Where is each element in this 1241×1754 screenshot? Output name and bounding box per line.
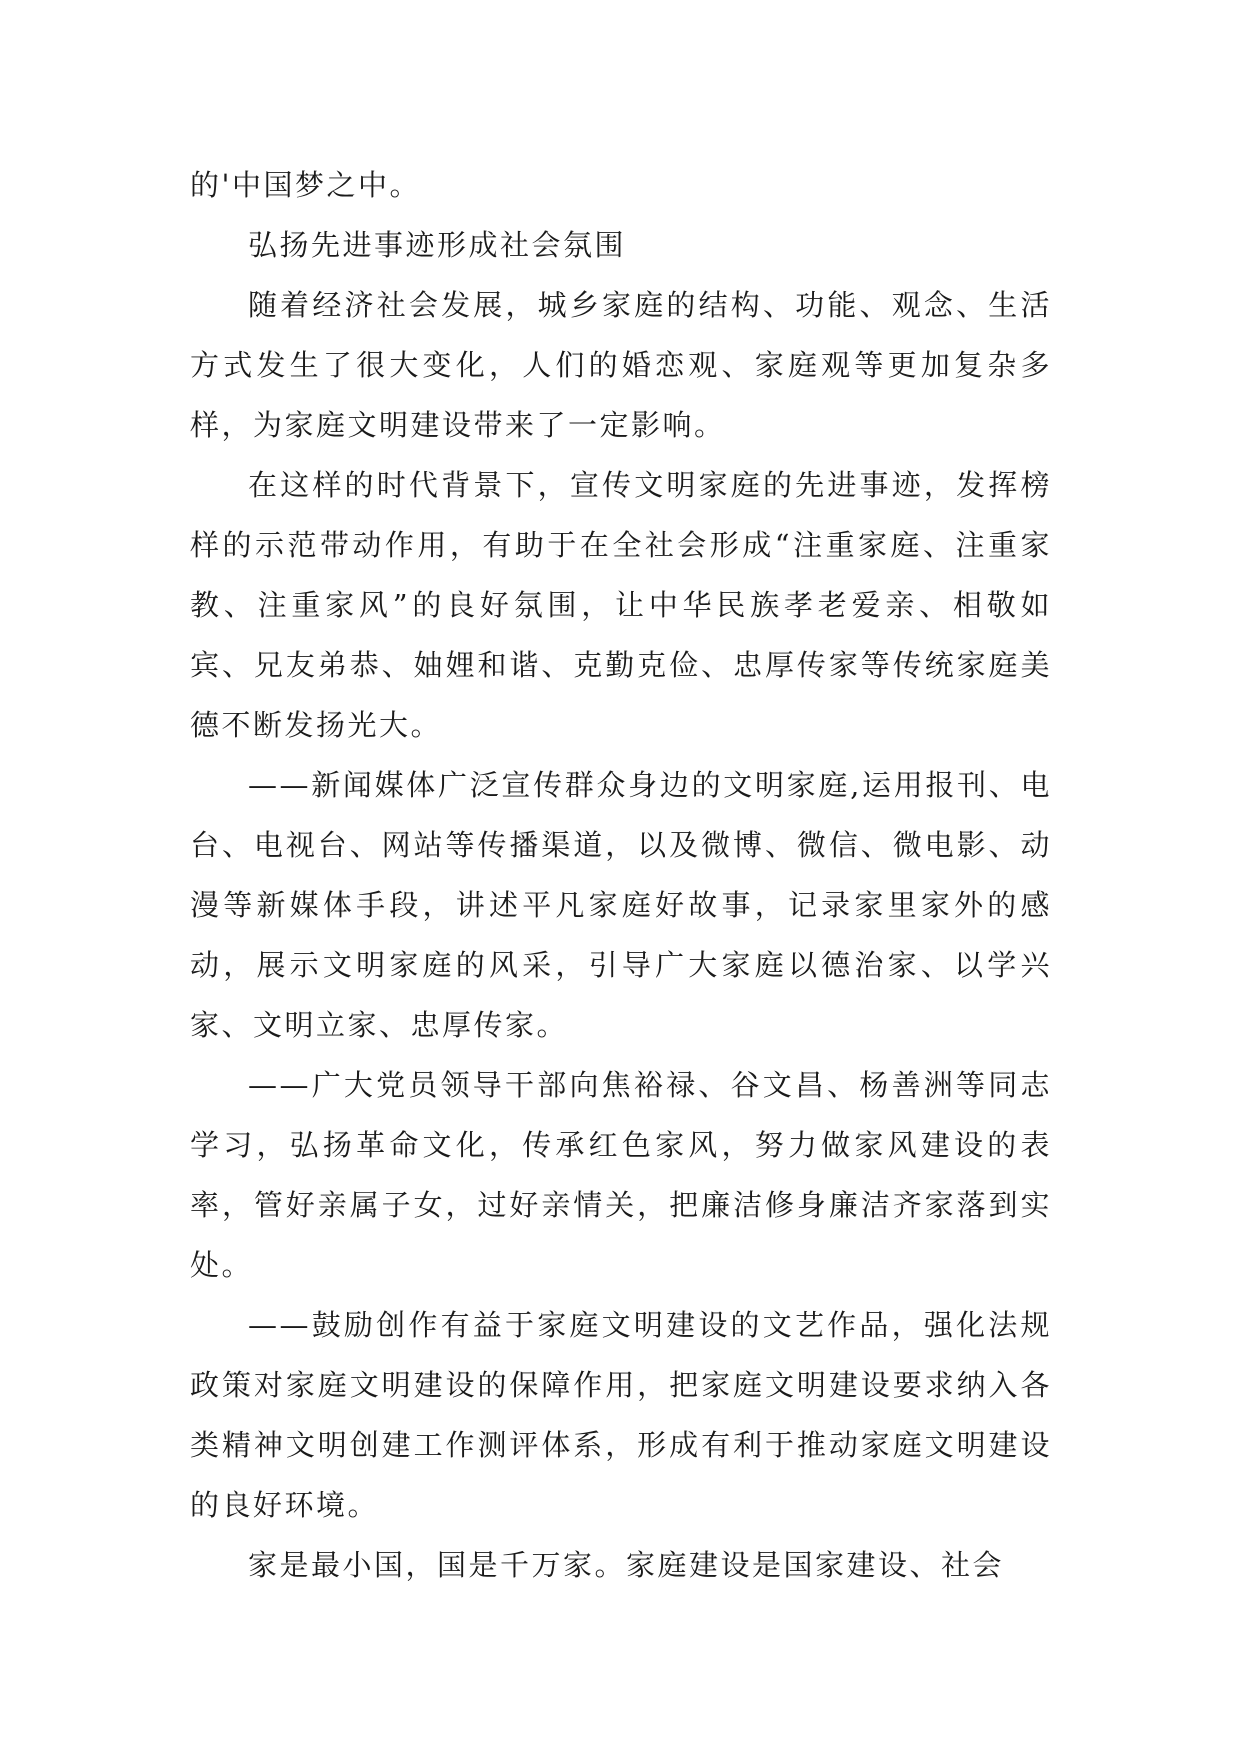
paragraph-media-item: ——新闻媒体广泛宣传群众身边的文明家庭,运用报刊、电台、电视台、网站等传播渠道，以及微博、微信、微电影、动漫等新媒体手段，讲述平凡家庭好故事，记录家里家外的感动，展示文明家庭的风采，引导广大家庭以德治家、以学兴家、文明立家、忠厚传家。 (190, 768, 1052, 1042)
paragraph-closing: 家是最小国，国是千万家。家庭建设是国家建设、社会 (248, 1548, 1005, 1582)
section-heading: 弘扬先进事迹形成社会氛围 (248, 228, 627, 262)
paragraph-arts-item: ——鼓励创作有益于家庭文明建设的文艺作品，强化法规政策对家庭文明建设的保障作用，把家庭文明建设要求纳入各类精神文明创建工作测评体系，形成有利于推动家庭文明建设的良好环境。 (190, 1308, 1052, 1522)
paragraph: 在这样的时代背景下，宣传文明家庭的先进事迹，发挥榜样的示范带动作用，有助于在全社会形成“注重家庭、注重家教、注重家风”的良好氛围，让中华民族孝老爱亲、相敬如宾、兄友弟恭、妯娌和谐、克勤克俭、忠厚传家等传统家庭美德不断发扬光大。 (190, 468, 1052, 742)
document-body (190, 155, 1052, 1595)
paragraph-party-item: ——广大党员领导干部向焦裕禄、谷文昌、杨善洲等同志学习，弘扬革命文化，传承红色家风，努力做家风建设的表率，管好亲属子女，过好亲情关，把廉洁修身廉洁齐家落到实处。 (190, 1068, 1052, 1282)
paragraph: 随着经济社会发展，城乡家庭的结构、功能、观念、生活方式发生了很大变化，人们的婚恋观、家庭观等更加复杂多样，为家庭文明建设带来了一定影响。 (190, 288, 1052, 442)
paragraph-continuation: 的'中国梦之中。 (190, 168, 421, 202)
